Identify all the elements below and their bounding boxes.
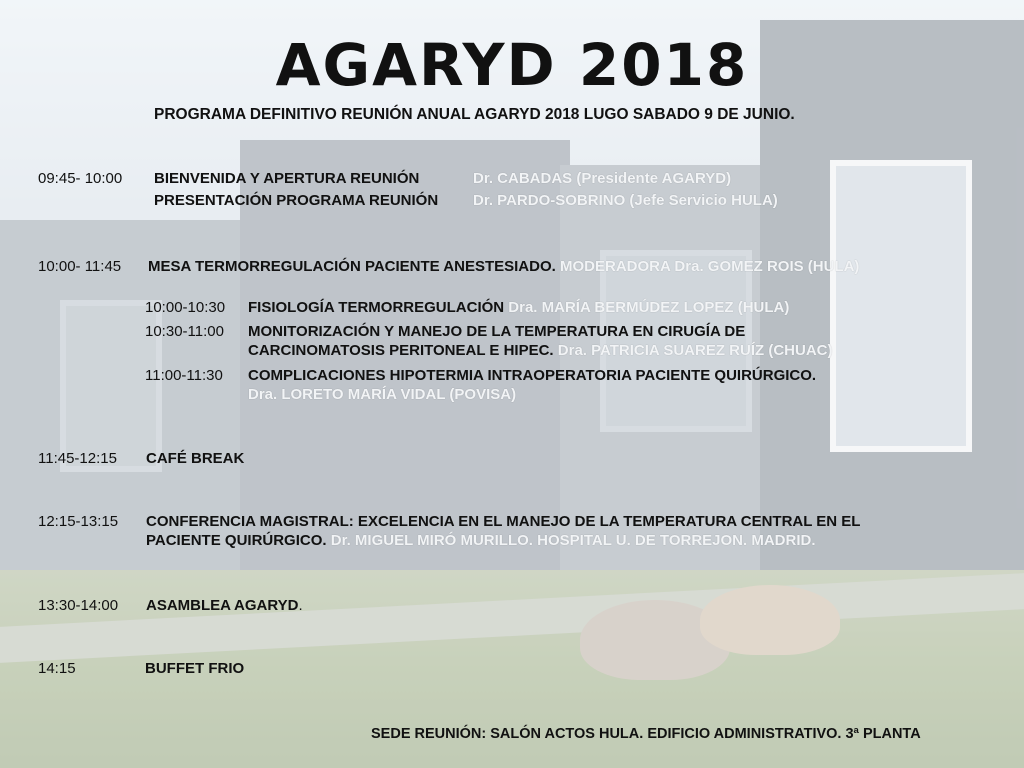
talk-line xyxy=(248,298,789,317)
lecture-speaker: Dr. MIGUEL MIRÓ MURILLO. HOSPITAL U. DE TORREJON. MADRID. xyxy=(330,532,816,549)
talk-speaker: Dra. LORETO MARÍA VIDAL (POVISA) xyxy=(248,386,517,403)
lecture-title-cont: PACIENTE QUIRÚRGICO. xyxy=(146,532,327,549)
talk-title: MONITORIZACIÓN Y MANEJO DE LA TEMPERATURA EN CIRUGÍA DE xyxy=(248,323,746,340)
buffet-title: BUFFET FRIO xyxy=(145,660,245,677)
talk-speaker: Dra. MARÍA BERMÚDEZ LOPEZ (HULA) xyxy=(508,299,790,316)
panel-moderator: MODERADORA Dra. GOMEZ ROIS (HULA) xyxy=(559,258,860,275)
venue-note: SEDE REUNIÓN: SALÓN ACTOS HULA. EDIFICIO ADMINISTRATIVO. 3ª PLANTA xyxy=(371,726,921,742)
talk-title: FISIOLOGÍA TERMORREGULACIÓN xyxy=(248,299,505,316)
coffee-title: CAFÉ BREAK xyxy=(146,450,245,467)
buffet-time: 14:15 xyxy=(38,660,76,677)
opening-item: BIENVENIDA Y APERTURA REUNIÓN xyxy=(154,170,420,187)
assembly-time: 13:30-14:00 xyxy=(38,597,119,614)
panel-title: MESA TERMORREGULACIÓN PACIENTE ANESTESIADO. xyxy=(148,258,556,275)
talk-line xyxy=(248,341,833,360)
assembly-suffix: . xyxy=(298,597,303,614)
assembly-line xyxy=(146,596,303,615)
opening-time: 09:45- 10:00 xyxy=(38,170,123,187)
lecture-title: CONFERENCIA MAGISTRAL: EXCELENCIA EN EL MANEJO DE LA TEMPERATURA CENTRAL EN EL xyxy=(146,513,861,530)
opening-speaker: Dr. CABADAS (Presidente AGARYD) xyxy=(473,170,732,187)
page-title: AGARYD 2018 xyxy=(275,31,749,99)
lecture-time: 12:15-13:15 xyxy=(38,513,119,530)
page-subtitle: PROGRAMA DEFINITIVO REUNIÓN ANUAL AGARYD 2018 LUGO SABADO 9 DE JUNIO. xyxy=(154,106,795,123)
talk-speaker: Dra. PATRICIA SUAREZ RUÍZ (CHUAC) xyxy=(557,342,833,359)
talk-time: 10:30-11:00 xyxy=(145,323,224,340)
talk-time: 10:00-10:30 xyxy=(145,299,226,316)
panel-line xyxy=(148,257,859,276)
coffee-time: 11:45-12:15 xyxy=(38,450,117,467)
lecture-line xyxy=(146,531,816,550)
talk-title-cont: CARCINOMATOSIS PERITONEAL E HIPEC. xyxy=(248,342,554,359)
panel-time: 10:00- 11:45 xyxy=(38,258,122,275)
presentation-item: PRESENTACIÓN PROGRAMA REUNIÓN xyxy=(154,192,439,209)
talk-time: 11:00-11:30 xyxy=(145,367,223,384)
presentation-speaker: Dr. PARDO-SOBRINO (Jefe Servicio HULA) xyxy=(473,192,778,209)
assembly-title: ASAMBLEA AGARYD xyxy=(146,597,299,614)
talk-title: COMPLICACIONES HIPOTERMIA INTRAOPERATORIA PACIENTE QUIRÚRGICO. xyxy=(248,367,817,384)
